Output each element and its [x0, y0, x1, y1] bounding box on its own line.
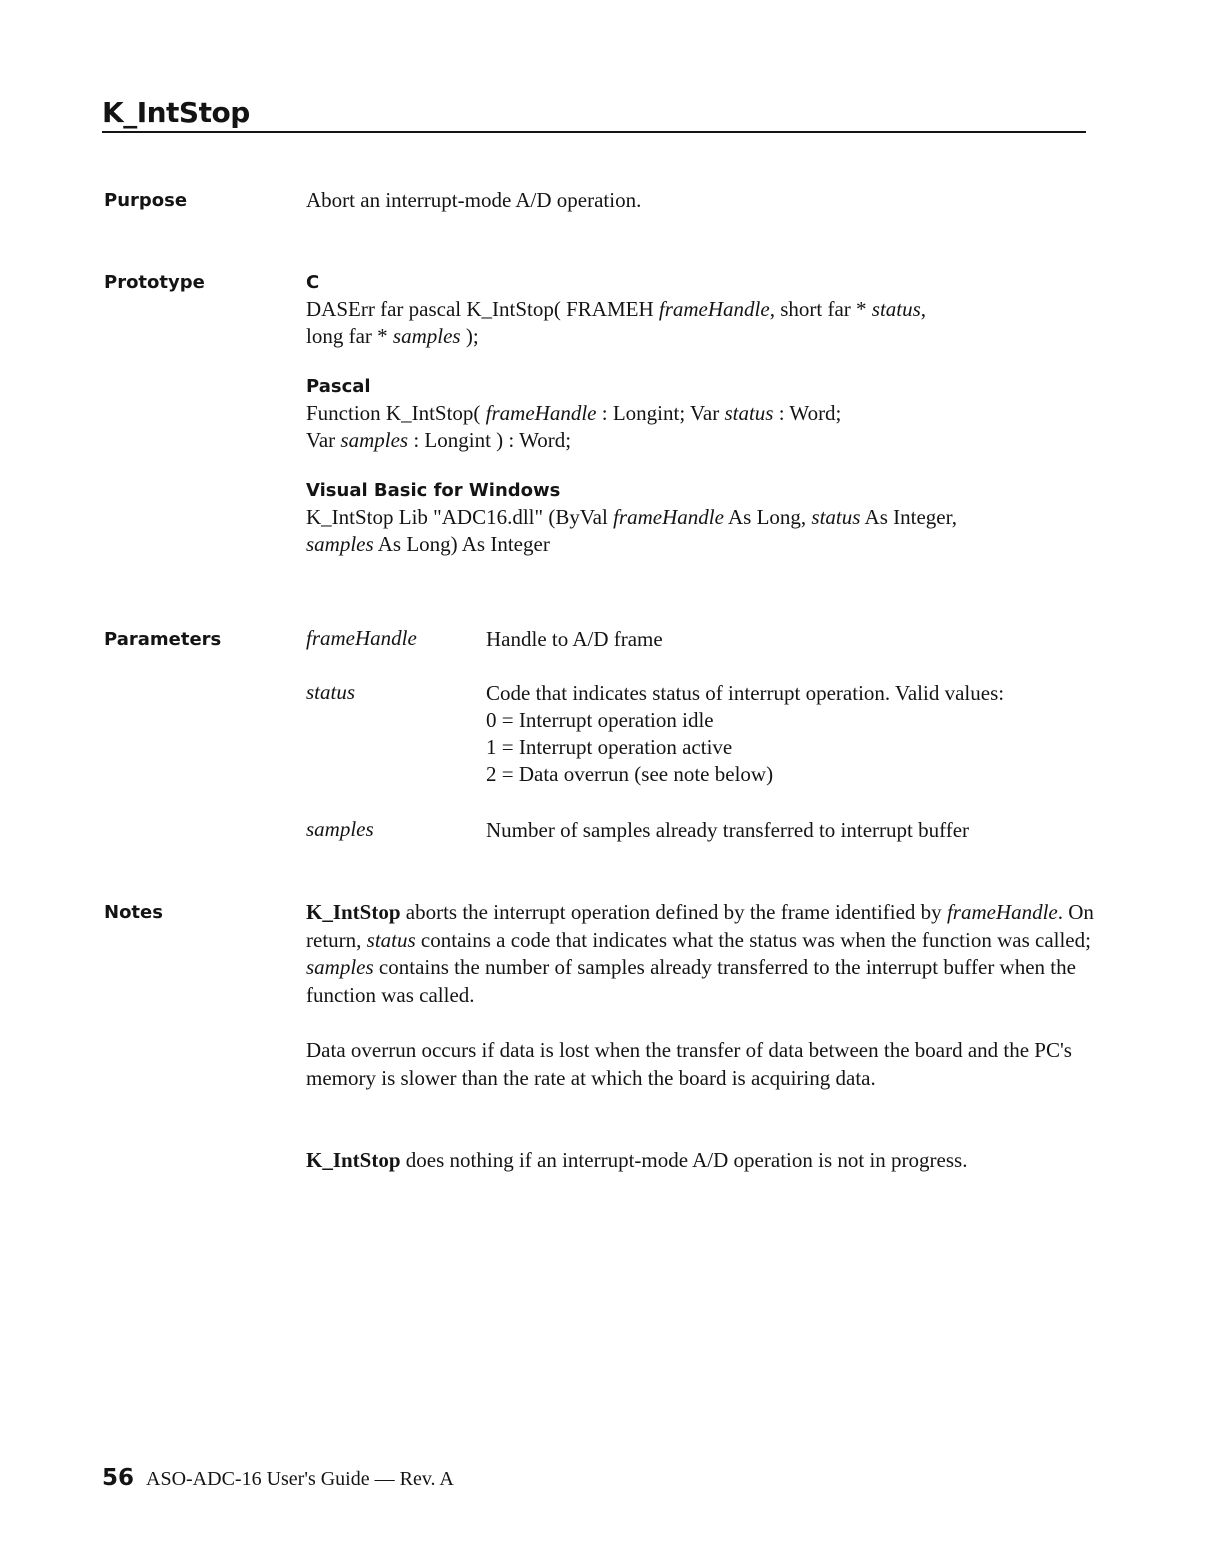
- prototype-heading: Prototype: [104, 272, 205, 293]
- page-title: K_IntStop: [102, 96, 250, 129]
- notes-paragraph-3: K_IntStop does nothing if an interrupt-mode A/D operation is not in progress.: [306, 1148, 968, 1172]
- c-prototype-line-1: DASErr far pascal K_IntStop( FRAMEH frameHandle, short far * status,: [306, 297, 927, 321]
- status-value: 2 = Data overrun (see note below): [486, 762, 774, 786]
- prototype-block: [306, 270, 957, 558]
- pascal-label: Pascal: [306, 376, 371, 397]
- status-value: 1 = Interrupt operation active: [486, 735, 733, 759]
- param-framehandle-desc: Handle to A/D frame: [486, 627, 663, 651]
- c-prototype-line-2: long far * samples );: [306, 324, 479, 348]
- status-value: 0 = Interrupt operation idle: [486, 708, 714, 732]
- guide-title: ASO-ADC-16 User's Guide — Rev. A: [146, 1468, 454, 1490]
- param-status-desc: Code that indicates status of interrupt operation. Valid values: 0 = Interrupt operation idle 1 = Interrupt operation active 2 = Data overrun (see note below): [486, 681, 1005, 786]
- c-label: C: [306, 272, 320, 293]
- page-number: 56: [102, 1465, 135, 1491]
- page-footer: [102, 1465, 454, 1491]
- purpose-text: Abort an interrupt-mode A/D operation.: [306, 188, 642, 212]
- title-rule: [102, 131, 1086, 133]
- vb-label: Visual Basic for Windows: [306, 480, 561, 501]
- vb-prototype-line-1: K_IntStop Lib "ADC16.dll" (ByVal frameHandle As Long, status As Integer,: [306, 505, 957, 529]
- pascal-prototype-line-1: Function K_IntStop( frameHandle : Longint; Var status : Word;: [306, 401, 842, 425]
- param-status-name: status: [306, 680, 356, 704]
- pascal-prototype-line-2: Var samples : Longint ) : Word;: [306, 428, 572, 452]
- notes-paragraph-2: Data overrun occurs if data is lost when the transfer of data between the board and the PC's memory is slower than the rate at which the board is acquiring data.: [306, 1038, 1072, 1090]
- notes-paragraph-1: K_IntStop aborts the interrupt operation defined by the frame identified by frameHandle. On return, status contains a code that indicates what the status was when the function was called; samples contains the number of samples already transferred to the interrupt buffer when the function was called.: [306, 900, 1094, 1007]
- param-samples-name: samples: [306, 817, 374, 841]
- notes-heading: Notes: [104, 902, 163, 923]
- param-samples-desc: Number of samples already transferred to interrupt buffer: [486, 818, 970, 842]
- purpose-heading: Purpose: [104, 190, 188, 211]
- param-framehandle-name: frameHandle: [306, 626, 417, 650]
- parameters-heading: Parameters: [104, 629, 222, 650]
- vb-prototype-line-2: samples As Long) As Integer: [306, 532, 550, 556]
